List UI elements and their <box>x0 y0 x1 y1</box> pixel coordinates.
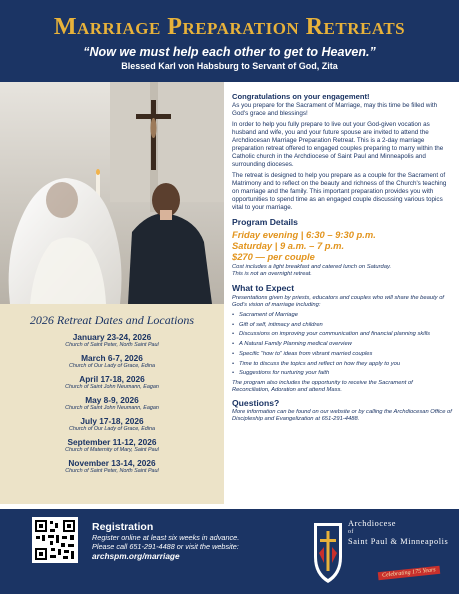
date-text: September 11-12, 2026 <box>67 437 157 447</box>
retreat-cost: $270 — per couple <box>232 251 315 262</box>
date-entry <box>0 354 224 369</box>
questions-text: More information can be found on our website or by calling the Archdiocesan Office of Discipleship and Evangelization at 651-291-4488. <box>232 408 452 422</box>
friday-schedule: Friday evening | 6:30 – 9:30 p.m. <box>232 229 376 240</box>
couple-at-altar-photo <box>0 82 224 304</box>
expect-intro: Presentations given by priests, educators and couples who will share the beauty of God's vision of marriage including: <box>232 295 445 308</box>
registration-deadline: Register online at least six weeks in advance. <box>92 533 240 542</box>
date-location: Church of Saint John Neumann, Eagan <box>65 384 159 390</box>
date-location: Church of Saint John Neumann, Eagan <box>65 405 159 411</box>
list-item: • Suggestions for nurturing your faith <box>232 370 452 377</box>
overnight-note: This is not an overnight retreat. <box>232 271 312 277</box>
date-text: March 6-7, 2026 <box>81 353 143 363</box>
registration-url-link[interactable]: archspm.org/marriage <box>92 551 180 561</box>
intro-paragraph-1: As you prepare for the Sacrament of Marriage, may this time be filled with God's grace and blessings! <box>232 102 438 117</box>
info-column <box>232 92 452 426</box>
date-location: Church of Saint Peter, North Saint Paul <box>65 468 159 474</box>
date-location: Church of Maternity of Mary, Saint Paul <box>65 447 159 453</box>
crest-icon <box>310 517 346 587</box>
registration-block <box>92 521 292 561</box>
cost-note: Cost includes a light breakfast and catered lunch on Saturday. <box>232 264 392 270</box>
date-text: July 17-18, 2026 <box>80 416 144 426</box>
list-item: • Specific “how to” ideas from vibrant married couples <box>232 351 452 358</box>
retreat-dates-box <box>0 304 224 504</box>
date-entry <box>0 417 224 432</box>
registration-footer <box>0 509 459 594</box>
date-entry <box>0 333 224 348</box>
list-item: • A Natural Family Planning medical overview <box>232 341 452 348</box>
date-location: Church of Our Lady of Grace, Edina <box>69 363 155 369</box>
page-title: Marriage Preparation Retreats <box>53 14 406 40</box>
date-entry <box>0 375 224 390</box>
questions-heading: Questions? <box>232 397 280 408</box>
expect-closing: The program also includes the opportunity to receive the Sacrament of Reconciliation, Adoration and attend Mass. <box>232 379 413 393</box>
dates-title: 2026 Retreat Dates and Locations <box>29 313 195 327</box>
intro-heading: Congratulations on your engagement! <box>232 92 370 101</box>
intro-paragraph-3: The retreat is designed to help you prepare as a couple for the Sacrament of Matrimony and to reflect on the beauty and richness of the Church's teaching on marriage and the family. This important preparation provides you with opportunities to spend time as an engaged couple discussing various topics vital to your marriage. <box>232 172 447 211</box>
anniversary-ribbon: Celebrating 175 Years <box>378 566 440 580</box>
program-details-heading: Program Details <box>232 217 298 227</box>
date-entry <box>0 396 224 411</box>
qr-code-icon[interactable] <box>32 517 78 563</box>
date-entry <box>0 438 224 453</box>
intro-paragraph-2: In order to help you fully prepare to live out your God-given vocation as husband and wife, you and your future spouse are invited to attend the Archdiocesan Marriage Preparation Retreat. This is a 2-day marriage preparation retreat offered to engaged couples preparing to marry within the Catholic church in the Archdiocese of Saint Paul and Minneapolis and surrounding dioceses. <box>232 121 444 168</box>
logo-line-2: of <box>348 529 354 535</box>
date-entry <box>0 459 224 474</box>
header-banner <box>0 0 459 82</box>
list-item: • Time to discuss the topics and reflect on how they apply to you <box>232 361 452 368</box>
registration-contact: Please call 651-291-4488 or visit the website: <box>92 542 239 551</box>
date-text: May 8-9, 2026 <box>85 395 139 405</box>
archdiocese-logo <box>308 513 454 591</box>
saturday-schedule: Saturday | 9 a.m. – 7 p.m. <box>232 240 345 251</box>
wedding-photo-illustration <box>0 82 224 304</box>
logo-line-3: Saint Paul & Minneapolis <box>348 537 449 546</box>
date-text: November 13-14, 2026 <box>68 458 156 468</box>
what-to-expect-heading: What to Expect <box>232 283 295 293</box>
list-item: • Discussions on improving your communication and financial planning skills <box>232 331 452 338</box>
expect-list <box>232 312 452 377</box>
quote-text: “Now we must help each other to get to Heaven.” <box>83 45 376 59</box>
list-item: • Sacrament of Marriage <box>232 312 452 319</box>
date-text: January 23-24, 2026 <box>72 332 152 342</box>
list-item: • Gift of self, intimacy and children <box>232 322 452 329</box>
quote-attribution: Blessed Karl von Habsburg to Servant of God, Zita <box>121 61 338 71</box>
logo-line-1: Archdiocese <box>348 519 397 528</box>
registration-title: Registration <box>92 521 154 533</box>
date-text: April 17-18, 2026 <box>79 374 145 384</box>
date-location: Church of Our Lady of Grace, Edina <box>69 426 155 432</box>
date-location: Church of Saint Peter, North Saint Paul <box>65 342 159 348</box>
